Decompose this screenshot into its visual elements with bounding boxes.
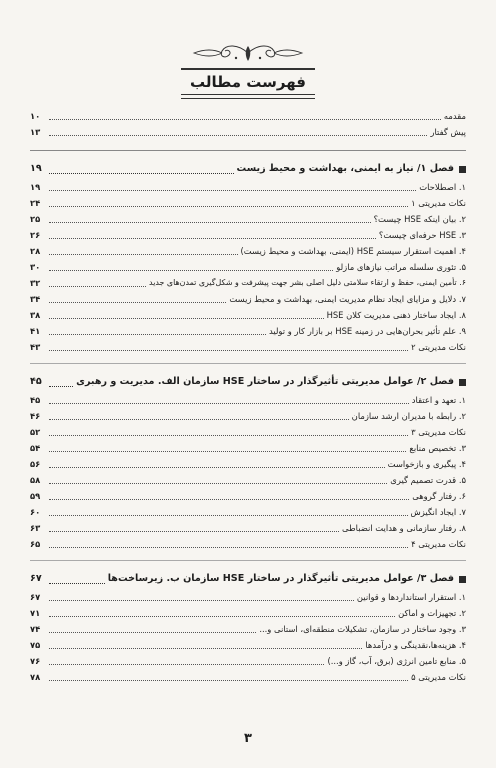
- toc-entry[interactable]: [30, 195, 466, 211]
- toc-entry-preface[interactable]: [30, 124, 466, 140]
- toc-entry-text: ۴. پیگیری و بازخواست: [387, 459, 466, 469]
- toc-entry-page: ۳۰: [30, 262, 41, 272]
- dot-leader: [49, 286, 146, 287]
- toc-entry-text: پیش گفتار: [430, 127, 466, 137]
- toc-entry-text: ۶. تأمین ایمنی، حفظ و ارتقاء سلامتی دلیل اصلی بشر جهت پیشرفت و شکل‌گیری تمدن‌های جدید: [149, 278, 466, 287]
- toc-entry[interactable]: [30, 392, 466, 408]
- toc-entry[interactable]: [30, 243, 466, 259]
- toc-entry-page: ۷۴: [30, 624, 41, 634]
- title-frame: [181, 68, 315, 95]
- toc-entry-text: نکات مدیریتی ۳: [411, 427, 466, 437]
- toc-entry-page: ۳۴: [30, 294, 41, 304]
- toc-entry-page: ۷۱: [30, 608, 41, 618]
- toc-entry[interactable]: [30, 424, 466, 440]
- square-bullet-icon: [459, 379, 466, 386]
- toc-entry-text: ۱. استقرار استانداردها و قوانین: [356, 592, 466, 602]
- dot-leader: [49, 119, 441, 120]
- dot-leader: [49, 190, 416, 191]
- toc-entry[interactable]: [30, 291, 466, 307]
- dot-leader: [49, 467, 385, 468]
- toc-entry[interactable]: [30, 211, 466, 227]
- chapter-2-heading[interactable]: [30, 372, 466, 392]
- toc-entry[interactable]: [30, 472, 466, 488]
- section-divider: [30, 560, 466, 561]
- dot-leader: [49, 435, 408, 436]
- dot-leader: [49, 386, 73, 387]
- dot-leader: [49, 238, 376, 239]
- toc-entry-page: ۴۳: [30, 342, 41, 352]
- toc-entry-page: ۵۲: [30, 427, 41, 437]
- toc-entry[interactable]: [30, 488, 466, 504]
- dot-leader: [49, 334, 266, 335]
- toc-entry-text: نکات مدیریتی ۱: [411, 198, 466, 208]
- dot-leader: [49, 222, 371, 223]
- section-divider: [30, 363, 466, 364]
- toc-entry-text: نکات مدیریتی ۲: [411, 342, 466, 352]
- dot-leader: [49, 419, 349, 420]
- dot-leader: [49, 600, 354, 601]
- toc-entry-text: ۸. رفتار سازمانی و هدایت انضباطی: [342, 523, 466, 533]
- toc-entry-page: ۱۹: [30, 182, 41, 192]
- toc-entry-text: ۵. قدرت تصمیم گیری: [390, 475, 466, 485]
- chapter-title: فصل ۱/ نیاز به ایمنی، بهداشت و محیط زیست: [236, 163, 454, 174]
- toc-entry[interactable]: [30, 536, 466, 552]
- toc-entry[interactable]: [30, 520, 466, 536]
- square-bullet-icon: [459, 576, 466, 583]
- toc-entry-text: ۳. HSE حرفه‌ای چیست؟: [378, 230, 466, 240]
- toc-entry-page: ۵۴: [30, 443, 41, 453]
- toc-entry-page: ۴۱: [30, 326, 41, 336]
- chapter-3-heading[interactable]: [30, 569, 466, 589]
- dot-leader: [49, 318, 324, 319]
- toc-entry-page: ۷۵: [30, 640, 41, 650]
- toc-entry-page: ۴۵: [30, 395, 41, 405]
- toc-entry-page: ۶۳: [30, 523, 41, 533]
- toc-entry[interactable]: [30, 621, 466, 637]
- toc-entry-text: نکات مدیریتی ۵: [411, 672, 466, 682]
- toc-entry-text: ۳. وجود ساختار در سازمان، تشکیلات منطقه‌ای، استانی و...: [259, 624, 466, 634]
- toc-entry-text: ۱. تعهد و اعتقاد: [411, 395, 466, 405]
- toc-entry-text: ۴. اهمیت استقرار سیستم HSE (ایمنی، بهداشت و محیط زیست): [240, 246, 466, 256]
- toc-entry-text: ۷. ایجاد انگیزش: [410, 507, 466, 517]
- toc-entry-text: ۹. علم تأثیر بحران‌هایی در زمینه HSE بر بازار کار و تولید: [268, 326, 466, 336]
- toc-entry[interactable]: [30, 307, 466, 323]
- toc-entry-page: ۶۷: [30, 592, 41, 602]
- dot-leader: [49, 632, 256, 633]
- toc-entry[interactable]: [30, 669, 466, 685]
- dot-leader: [49, 173, 234, 174]
- toc-entry[interactable]: [30, 179, 466, 195]
- dot-leader: [49, 680, 408, 681]
- toc-entry-page: ۶۵: [30, 539, 41, 549]
- toc-entry[interactable]: [30, 227, 466, 243]
- dot-leader: [49, 254, 238, 255]
- toc-entry-text: ۱. اصطلاحات: [419, 182, 466, 192]
- dot-leader: [49, 499, 409, 500]
- toc-entry-text: ۴. هزینه‌ها،نقدینگی و درآمدها: [365, 640, 466, 650]
- toc-entry-intro[interactable]: [30, 108, 466, 124]
- chapter-page: ۱۹: [30, 163, 42, 174]
- toc-entry[interactable]: [30, 589, 466, 605]
- dot-leader: [49, 664, 324, 665]
- toc-entry[interactable]: [30, 456, 466, 472]
- toc-entry[interactable]: [30, 605, 466, 621]
- chapter-1-heading[interactable]: [30, 159, 466, 179]
- toc-entry-page: ۳۲: [30, 278, 41, 288]
- toc-entry-text: ۵. منابع تامین انرژی (برق، آب، گاز و...): [327, 656, 466, 666]
- dot-leader: [49, 403, 409, 404]
- dot-leader: [49, 547, 408, 548]
- page-number: ۳: [244, 731, 252, 746]
- toc-entry-text: ۲. رابطه با مدیران ارشد سازمان: [351, 411, 466, 421]
- toc-entry-text: ۷. دلایل و مزایای ایجاد نظام مدیریت ایمنی، بهداشت و محیط زیست: [229, 294, 466, 304]
- toc-entry-text: ۸. ایجاد ساختار ذهنی مدیریت کلان HSE: [326, 310, 466, 320]
- toc-entry-page: ۷۶: [30, 656, 41, 666]
- dot-leader: [49, 135, 427, 136]
- toc-entry-text: نکات مدیریتی ۴: [411, 539, 466, 549]
- toc-entry-page: ۴۶: [30, 411, 41, 421]
- toc-entry[interactable]: [30, 323, 466, 339]
- dot-leader: [49, 483, 387, 484]
- dot-leader: [49, 302, 226, 303]
- dot-leader: [49, 270, 333, 271]
- square-bullet-icon: [459, 166, 466, 173]
- dot-leader: [49, 350, 408, 351]
- chapter-title: فصل ۲/ عوامل مدیریتی تأثیرگذار در ساختار HSE سازمان الف. مدیریت و رهبری: [76, 376, 454, 387]
- toc-entry-page: ۷۸: [30, 672, 41, 682]
- toc-entry[interactable]: [30, 339, 466, 355]
- toc-entry-text: مقدمه: [443, 111, 466, 121]
- dot-leader: [49, 515, 408, 516]
- toc-entry-page: ۵۹: [30, 491, 41, 501]
- toc-entry-page: ۲۵: [30, 214, 41, 224]
- dot-leader: [49, 206, 408, 207]
- toc-entry[interactable]: [30, 637, 466, 653]
- dot-leader: [49, 583, 105, 584]
- toc-entry-text: ۲. تجهیزات و اماکن: [398, 608, 466, 618]
- toc-entry-text: ۳. تخصیص منابع: [409, 443, 466, 453]
- toc-entry-page: ۵۶: [30, 459, 41, 469]
- chapter-title: فصل ۳/ عوامل مدیریتی تأثیرگذار در ساختار HSE سازمان ب. زیرساخت‌ها: [107, 573, 454, 584]
- section-divider: [30, 150, 466, 151]
- dot-leader: [49, 616, 395, 617]
- toc-entry-page: ۱۳: [30, 127, 41, 137]
- page-title: فهرست مطالب: [190, 73, 306, 91]
- toc-entry-page: ۲۸: [30, 246, 41, 256]
- dot-leader: [49, 451, 406, 452]
- toc-entry-text: ۶. رفتار گروهی: [412, 491, 466, 501]
- toc-entry[interactable]: [30, 504, 466, 520]
- toc-entry[interactable]: [30, 653, 466, 669]
- toc-entry-text: ۲. بیان اینکه HSE چیست؟: [373, 214, 466, 224]
- chapter-page: ۴۵: [30, 376, 42, 387]
- dot-leader: [49, 648, 362, 649]
- toc-entry-page: ۲۶: [30, 230, 41, 240]
- toc-entry-page: ۵۸: [30, 475, 41, 485]
- toc-entry-text: ۵. تئوری سلسله مراتب نیازهای مازلو: [336, 262, 466, 272]
- toc-entry[interactable]: [30, 275, 466, 291]
- toc-entry-page: ۳۸: [30, 310, 41, 320]
- chapter-page: ۶۷: [30, 573, 42, 584]
- toc-entry-page: ۲۴: [30, 198, 41, 208]
- toc-entry[interactable]: [30, 440, 466, 456]
- toc-entry-page: ۱۰: [30, 111, 41, 121]
- table-of-contents: [30, 108, 466, 685]
- dot-leader: [49, 531, 339, 532]
- toc-entry-page: ۶۰: [30, 507, 41, 517]
- ornament-icon: [188, 42, 308, 64]
- toc-entry[interactable]: [30, 408, 466, 424]
- toc-entry[interactable]: [30, 259, 466, 275]
